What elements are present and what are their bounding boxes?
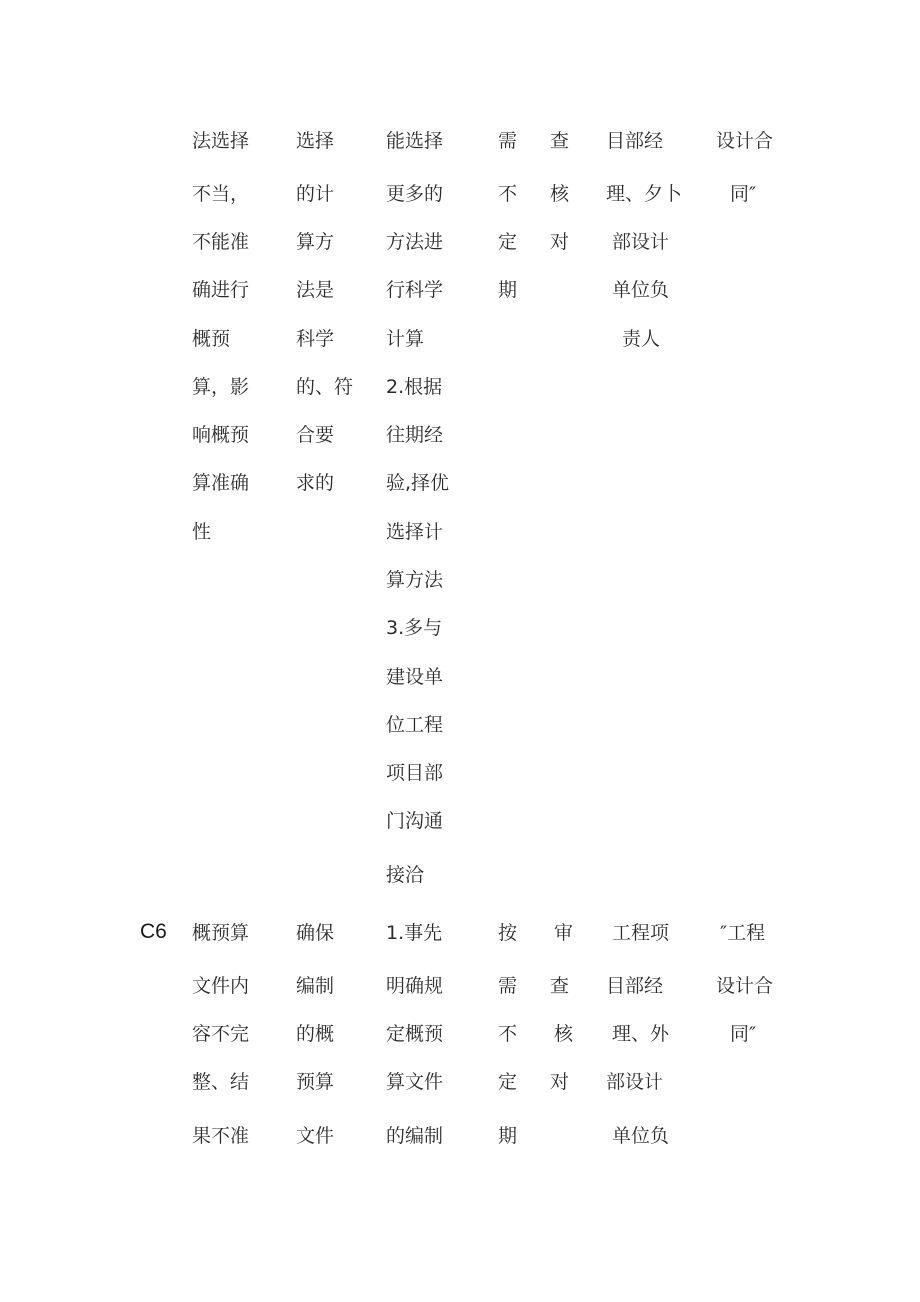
control-line: 建设单 — [386, 666, 444, 688]
control-line: 选择计 — [386, 521, 444, 543]
frequency-line: 需 — [498, 130, 518, 152]
document-line: ″工程 — [720, 922, 766, 944]
frequency-line: 定 — [498, 1071, 518, 1093]
control-line: 2.根据 — [386, 376, 443, 398]
control-line: 项目部 — [386, 762, 444, 784]
frequency-line: 期 — [498, 279, 518, 301]
objective-line: 文件 — [296, 1125, 335, 1147]
control-line: 门沟通 — [386, 810, 444, 832]
risk-line: 不当， — [192, 183, 250, 205]
responsible-line: 理、夕卜 — [606, 183, 683, 205]
control-line: 能选择 — [386, 130, 444, 152]
risk-line: 文件内 — [192, 975, 250, 997]
objective-line: 的计 — [296, 183, 335, 205]
control-line: 方法进 — [386, 231, 444, 253]
control-line: 的编制 — [386, 1125, 444, 1147]
objective-line: 预算 — [296, 1071, 335, 1093]
document-line: 同″ — [730, 183, 757, 205]
frequency-line: 按 — [498, 922, 518, 944]
objective-line: 选择 — [296, 130, 335, 152]
frequency-line: 不 — [498, 1023, 518, 1045]
method-line: 对 — [550, 231, 570, 253]
responsible-line: 工程项 — [612, 922, 670, 944]
responsible-line: 目部经 — [606, 975, 664, 997]
responsible-line: 目部经 — [606, 130, 664, 152]
control-line: 行科学 — [386, 279, 444, 301]
control-line: 算文件 — [386, 1071, 444, 1093]
control-line: 往期经 — [386, 424, 444, 446]
objective-line: 的、符 — [296, 376, 354, 398]
objective-line: 编制 — [296, 975, 335, 997]
risk-line: 法选择 — [192, 130, 250, 152]
risk-line: 概预 — [192, 328, 231, 350]
control-line: 定概预 — [386, 1023, 444, 1045]
responsible-line: 部设计 — [606, 1071, 664, 1093]
frequency-line: 需 — [498, 975, 518, 997]
control-line: 明确规 — [386, 975, 444, 997]
method-line: 审 — [554, 922, 574, 944]
risk-line: 算，影 — [192, 376, 250, 398]
objective-line: 确保 — [296, 922, 335, 944]
row-id: C6 — [140, 920, 167, 943]
objective-line: 合要 — [296, 424, 335, 446]
objective-line: 算方 — [296, 231, 335, 253]
control-line: 验,择优 — [386, 472, 450, 494]
control-line: 1.事先 — [386, 922, 443, 944]
risk-line: 容不完 — [192, 1023, 250, 1045]
method-line: 核 — [550, 183, 570, 205]
responsible-line: 单位负 — [612, 1125, 670, 1147]
risk-line: 果不准 — [192, 1125, 250, 1147]
responsible-line: 单位负 — [612, 279, 670, 301]
responsible-line: 责人 — [622, 328, 661, 350]
risk-line: 确进行 — [192, 279, 250, 301]
risk-line: 不能准 — [192, 231, 250, 253]
frequency-line: 期 — [498, 1125, 518, 1147]
method-line: 核 — [554, 1023, 574, 1045]
risk-line: 概预算 — [192, 922, 250, 944]
document-line: 同″ — [730, 1023, 757, 1045]
objective-line: 法是 — [296, 279, 335, 301]
control-line: 位工程 — [386, 714, 444, 736]
method-line: 查 — [550, 975, 570, 997]
frequency-line: 不 — [498, 183, 518, 205]
risk-line: 性 — [192, 521, 212, 543]
document-line: 设计合 — [716, 130, 774, 152]
control-line: 算方法 — [386, 569, 444, 591]
control-line: 3.多与 — [386, 617, 443, 639]
objective-line: 科学 — [296, 328, 335, 350]
risk-line: 整、结 — [192, 1071, 250, 1093]
method-line: 查 — [550, 130, 570, 152]
risk-line: 响概预 — [192, 424, 250, 446]
risk-line: 算准确 — [192, 472, 250, 494]
frequency-line: 定 — [498, 231, 518, 253]
method-line: 对 — [550, 1071, 570, 1093]
objective-line: 求的 — [296, 472, 335, 494]
objective-line: 的概 — [296, 1023, 335, 1045]
control-line: 接洽 — [386, 864, 425, 886]
responsible-line: 理、外 — [612, 1023, 670, 1045]
document-line: 设计合 — [716, 975, 774, 997]
control-line: 计算 — [386, 328, 425, 350]
control-line: 更多的 — [386, 183, 444, 205]
responsible-line: 部设计 — [612, 231, 670, 253]
